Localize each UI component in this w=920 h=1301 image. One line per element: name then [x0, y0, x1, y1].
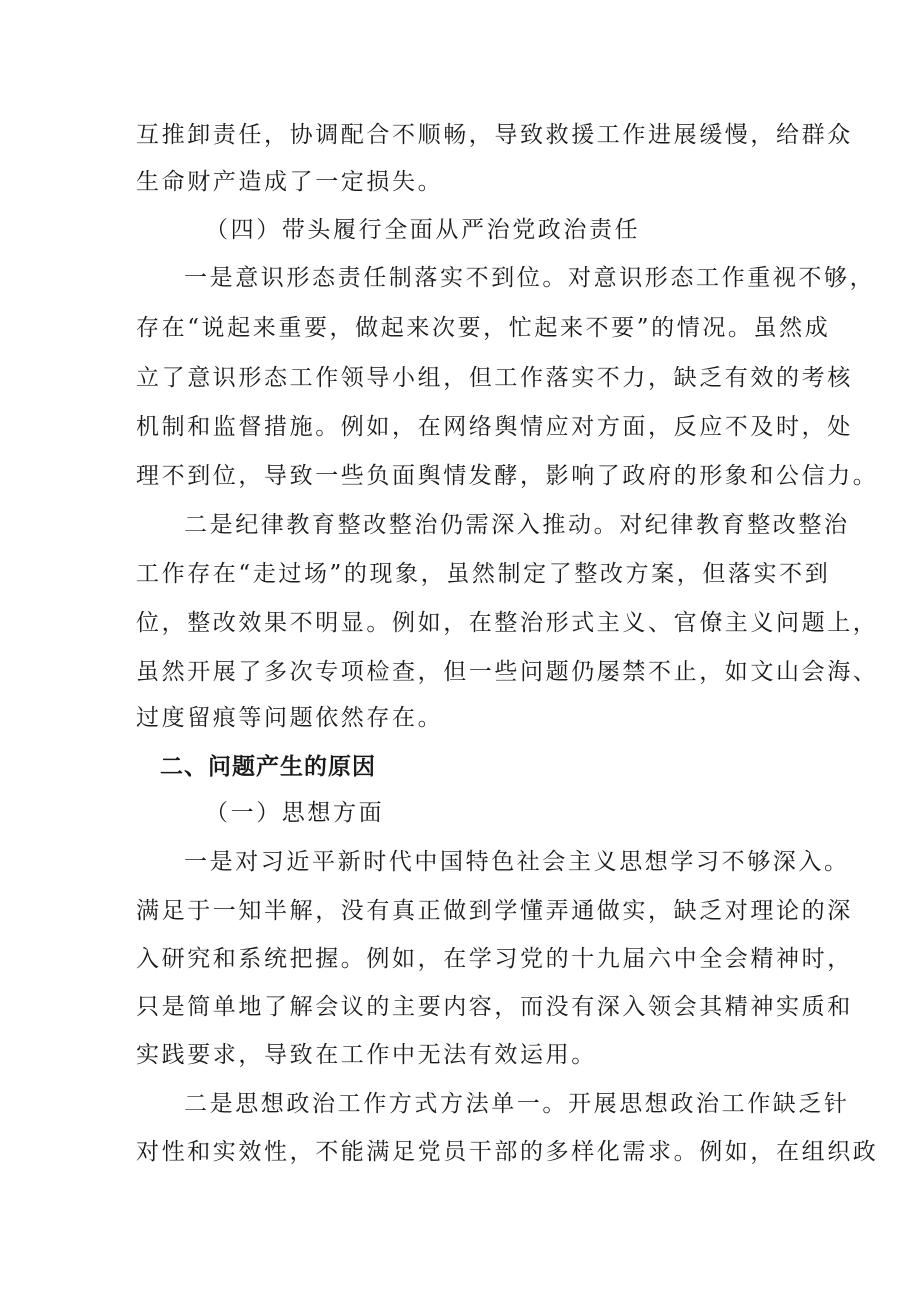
paragraph-first-line: 二是纪律教育整改整治仍需深入推动。对纪律教育整改整治	[184, 512, 850, 538]
section-heading: 二、问题产生的原因	[160, 754, 376, 780]
body-text-line: 只是简单地了解会议的主要内容，而没有深入领会其精神实质和	[136, 994, 853, 1020]
body-text-line: 机制和监督措施。例如，在网络舆情应对方面，反应不及时，处	[136, 414, 853, 440]
body-text-line: 存在“说起来重要，做起来次要，忙起来不要”的情况。虽然成	[136, 315, 831, 341]
body-text-line: 工作存在“走过场”的现象，虽然制定了整改方案，但落实不到	[136, 561, 831, 587]
paragraph-first-line: 一是意识形态责任制落实不到位。对意识形态工作重视不够，	[184, 265, 876, 291]
body-text-line: 满足于一知半解，没有真正做到学懂弄通做实，缺乏对理论的深	[136, 898, 853, 924]
section-subheading: （四）带头履行全面从严治党政治责任	[205, 217, 641, 243]
paragraph-first-line: 二是思想政治工作方式方法单一。开展思想政治工作缺乏针	[184, 1091, 850, 1117]
body-text-line: 理不到位，导致一些负面舆情发酵，影响了政府的形象和公信力。	[136, 463, 879, 489]
body-text-line: 过度留痕等问题依然存在。	[136, 705, 444, 731]
body-text-line: 入研究和系统把握。例如，在学习党的十九届六中全会精神时，	[136, 946, 853, 972]
body-text-line: 生命财产造成了一定损失。	[136, 169, 444, 195]
section-subheading: （一）思想方面	[205, 800, 385, 826]
body-text-line: 互推卸责任，协调配合不顺畅，导致救援工作进展缓慢，给群众	[136, 122, 853, 148]
body-text-line: 实践要求，导致在工作中无法有效运用。	[136, 1042, 597, 1068]
body-text-line: 立了意识形态工作领导小组，但工作落实不力，缺乏有效的考核	[136, 365, 853, 391]
body-text-line: 虽然开展了多次专项检查，但一些问题仍屡禁不止，如文山会海、	[136, 659, 879, 685]
body-text-line: 位，整改效果不明显。例如，在整治形式主义、官僚主义问题上，	[136, 610, 879, 636]
paragraph-first-line: 一是对习近平新时代中国特色社会主义思想学习不够深入。	[184, 849, 850, 875]
body-text-line: 对性和实效性，不能满足党员干部的多样化需求。例如，在组织政	[136, 1139, 879, 1165]
